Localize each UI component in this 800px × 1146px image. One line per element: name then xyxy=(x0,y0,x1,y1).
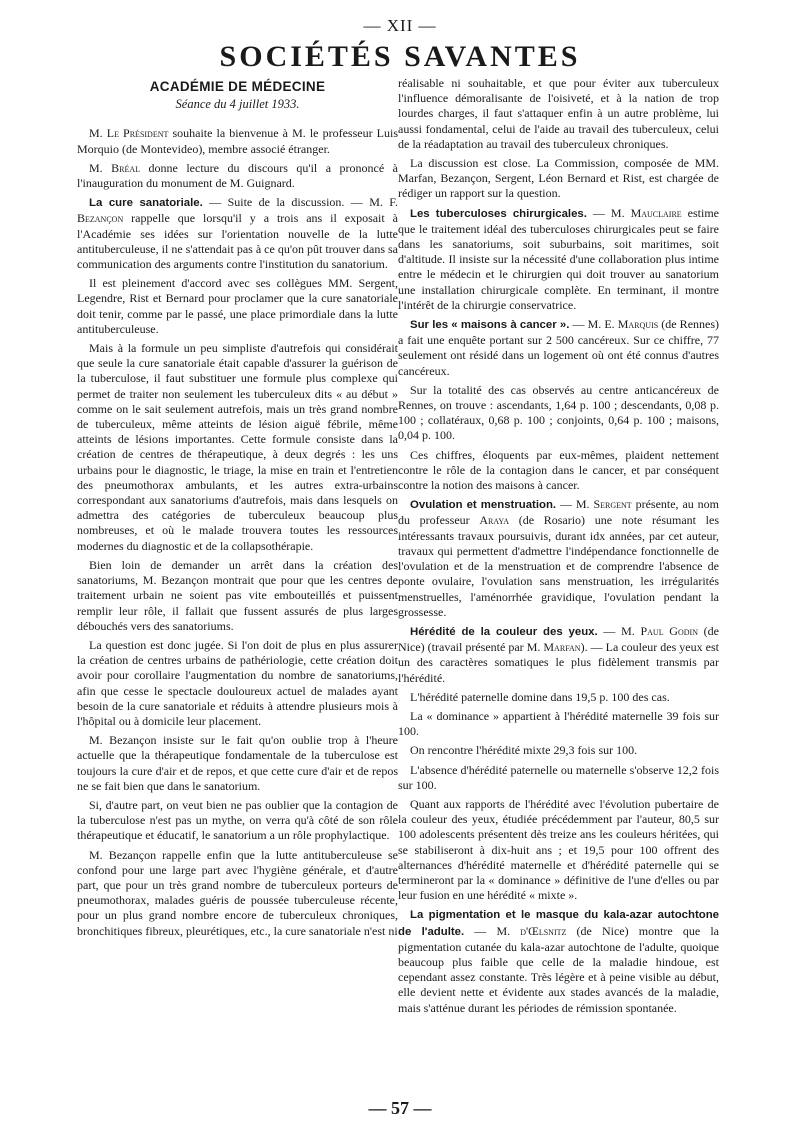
section-banner: SOCIÉTÉS SAVANTES xyxy=(219,40,581,73)
paragraph: L'hérédité paternelle domine dans 19,5 p. 100 des cas. xyxy=(410,689,670,704)
academy-title: ACADÉMIE DE MÉDECINE xyxy=(149,79,326,94)
right-column xyxy=(398,76,719,1020)
paragraph xyxy=(398,497,719,620)
paragraph: Quant aux rapports de l'hérédité avec l'évolution pubertaire de la couleur des yeux, étudiée précédemment par l'auteur, 80,5 sur 100 adolescents présentent dès treize ans les couleurs héritées, qui se stabiliseront à dix-huit ans ; et 19,5 pour 100 offrent des alternances d'hérédité maternelle et d'hérédité paternelle qui se termineront par la « dominance » définitive de l'une d'elles ou par leur fusion en une hérédité « mixte ». xyxy=(398,796,719,903)
bottom-page-number: — 57 — xyxy=(368,1098,432,1118)
paragraph-text: ). — La couleur des yeux est un des caractères somatiques le plus fidèlement transmis par l'hérédité. xyxy=(398,640,719,685)
dash: — Suite de la discussion. — xyxy=(202,195,370,210)
paragraph: Bien loin de demander un arrêt dans la création des sanatoriums, M. Bezançon montrait que pour que les centres de traitement urbain ne soient pas vite embouteillés et puissent remplir leur rôle, il fallait que fussent assurés de plus larges débouchés vers des sanatoriums. xyxy=(77,557,398,633)
person-name: M. Marfan xyxy=(526,640,581,655)
dash: — xyxy=(586,205,611,220)
dash: — xyxy=(556,497,576,512)
paragraph xyxy=(398,317,719,379)
person-name: M. Le Président xyxy=(89,126,169,141)
paragraph-text: rappelle que lorsqu'il y a trois ans il exposait à l'Académie ses idées sur l'orientation nouvelle de la lutte antituberculeuse, il ne s'attendait pas à ce qu'on pût trouver dans sa communication des arguments contre l'institution du sanatorium. xyxy=(77,211,398,272)
dash: — xyxy=(569,317,588,332)
paragraph: La « dominance » appartient à l'hérédité maternelle 39 fois sur 100. xyxy=(398,708,719,739)
paragraph-text: présente, au nom du professeur xyxy=(398,497,720,528)
paragraph-text: donne lecture du discours qu'il a prononcé à l'inauguration du monument de M. Guignard. xyxy=(77,160,398,191)
paragraph: Ces chiffres, éloquents par eux-mêmes, plaident nettement contre le rôle de la contagion dans le cancer, et par conséquent contre la notion des maisons à cancer. xyxy=(398,447,719,493)
paragraph-text: (de Nice) (travail présenté par xyxy=(398,623,720,655)
left-column xyxy=(77,77,398,943)
paragraph: Sur la totalité des cas observés au centre anticancéreux de Rennes, on trouve : ascendants, 1,64 p. 100 ; descendants, 0,08 p. 100 ; collatéraux, 0,68 p. 100 ; conjoints, 0,64 p. 100 ; maisons, 0,04 p. 100. xyxy=(398,382,719,443)
paragraph xyxy=(77,161,398,191)
paragraph: La discussion est close. La Commission, composée de MM. Marfan, Bezançon, Sergent, Léon Bernard et Rist, est chargée de rédiger un rapport sur la question. xyxy=(398,156,719,201)
paragraph: L'absence d'hérédité paternelle ou maternelle s'observe 12,2 fois sur 100. xyxy=(398,762,719,792)
paragraph: Il est pleinement d'accord avec ses collègues MM. Sergent, Legendre, Rist et Bernard pour proclamer que la cure sanatoriale doit tenir, comme par le passé, une place primordiale dans la lutte antituberculeuse. xyxy=(77,276,398,336)
section-heading: Les tuberculoses chirurgicales. xyxy=(410,207,587,220)
paragraph-text: (de Rennes) a fait une enquête portant sur 2 500 cancéreux. Sur ce chiffre, 77 seulement ont résidé dans un logement où ont été connus d'autres cancéreux. xyxy=(398,317,720,378)
person-name: M. F. Bezançon xyxy=(77,195,398,226)
paragraph xyxy=(398,907,719,1015)
paragraph: Si, d'autre part, on veut bien ne pas oublier que la contagion de la tuberculose n'est pas un mythe, on verra qu'à côté de son rôle thérapeutique et éducatif, le sanatorium a un rôle prophylactique. xyxy=(77,797,398,843)
paragraph xyxy=(398,624,719,686)
person-name: M. E. Marquis xyxy=(587,317,659,332)
paragraph: réalisable ni souhaitable, et que pour éviter aux tuberculeux l'influence démoralisante de l'oisiveté, et à la nation de trop lourdes charges, il faut s'attaquer enfin à un autre problème, lui aussi fondamental, celui de l'aide au travail des tuberculeux, celui de la réadaptation au travail des tuberculeux chroniques. xyxy=(398,76,719,151)
paragraph xyxy=(77,195,398,272)
person-name: Araya xyxy=(479,513,510,528)
paragraph: Mais à la formule un peu simpliste d'autrefois qui considérait que seule la cure sanatoriale était capable d'assurer la guérison de la tuberculose, il faut substituer une formule plus complexe qui permet de traiter non seulement les tuberculeux dits « au début » comme on le sait seulement autrefois, mais un très grand nombre de tuberculeux, même atteints de lésion aiguë fébrile, même atteints de lésions importantes. Cette formule consiste dans la création de centres de thérapeutique, à deux degrés : les uns urbains pour le diagnostic, le triage, la mise en train et l'entretien des pneumothorax ambulants, et les autres extra-urbains correspondant aux sanatoriums d'autrefois, mais dans lesquels on admettra des catégories de tuberculeux beaucoup plus nombreuses, et où le malade trouvera toutes les ressources modernes du diagnostic et de la collapsothérapie. xyxy=(77,341,398,553)
section-heading: Sur les « maisons à cancer ». xyxy=(410,319,570,332)
person-name: M. Paul Godin xyxy=(621,623,698,638)
top-page-number: — XII — xyxy=(363,16,437,35)
person-name: M. Bréal xyxy=(89,160,141,175)
section-heading: Ovulation et menstruation. xyxy=(410,499,557,512)
dash: — xyxy=(464,923,497,938)
person-name: M. d'Œlsnitz xyxy=(496,923,567,938)
paragraph xyxy=(77,126,398,156)
paragraph: M. Bezançon insiste sur le fait qu'on oublie trop à l'heure actuelle que la thérapeutique fondamentale de la tuberculose est toujours la cure d'air et de repos, et que cette cure d'air et de repos ne se fait bien que dans le sanatorium. xyxy=(77,733,398,793)
paragraph: On rencontre l'hérédité mixte 29,3 fois sur 100. xyxy=(410,743,638,758)
paragraph-text: estime que le traitement idéal des tuberculoses chirurgicales peut se faire dans les sanatoriums, soit suburbains, soit maritimes, soit d'altitude. Il insiste sur la nécessité d'une collaboration plus intime entre le médecin et le chirurgien qui doit trouver au sanatorium une installation chirurgicale complète. En terminant, il montre l'intérêt de la chirurgie conservatrice. xyxy=(398,205,720,312)
person-name: M. Mauclaire xyxy=(610,205,682,220)
paragraph xyxy=(398,206,719,313)
paragraph-text: (de Rosario) une note résumant les intéressants travaux poursuivis, durant idx années, par cet auteur, travaux qui permettent d'admettre l'indépendance fonctionnelle de l'ovulation et de la menstruation et de comprendre l'absence de ponte ovulaire, l'ovulation sans menstruation, les irrégularités menstruelles, l'aménorrhée gravidique, l'ovulation pendant la grossesse. xyxy=(398,513,720,619)
person-name: M. Sergent xyxy=(575,497,632,512)
paragraph-text: (de Nice) montre que la pigmentation cutanée du kala-azar autochtone de l'adulte, quoique beaucoup plus faible que celle de la maladie hindoue, est cependant assez constante. Très légère et à peine visible au début, elle devient nette et évidente aux stades avancés de la maladie, mais s'atténue durant les périodes de rémission spontanée. xyxy=(398,923,719,1015)
session-date: Séance du 4 juillet 1933. xyxy=(175,97,300,112)
paragraph: M. Bezançon rappelle enfin que la lutte antituberculeuse se confond pour une large part avec l'hygiène générale, et d'autre part, que pour un très grand nombre de tuberculeux porteurs de pneumothorax, malades guéris de poussée tuberculeuse récente, pour un plus grand nombre encore de tuberculeux chroniques, bronchitiques fibreux, pleurétiques, etc., la cure sanatoriale n'est ni xyxy=(77,847,398,938)
section-heading: La pigmentation et le masque du kala-azar autochtone de l'adulte. xyxy=(398,909,719,938)
paragraph-text: souhaite la bienvenue à M. le professeur Luis Morquio (de Montevideo), membre associé étranger. xyxy=(77,126,398,156)
dash: — xyxy=(597,623,622,638)
section-heading: La cure sanatoriale. xyxy=(89,197,203,210)
section-heading: Hérédité de la couleur des yeux. xyxy=(410,625,598,638)
paragraph: La question est donc jugée. Si l'on doit de plus en plus assurer la création de centres urbains de pathériologie, cette création doit avoir pour corollaire l'augmentation du nombre de sanatoriums, afin que cesse le spectacle douloureux actuel de malades ayant besoin de la cure sanatoriale et réduits à attendre plusieurs mois à l'hôpital ou à domicile leur placement. xyxy=(77,637,398,728)
